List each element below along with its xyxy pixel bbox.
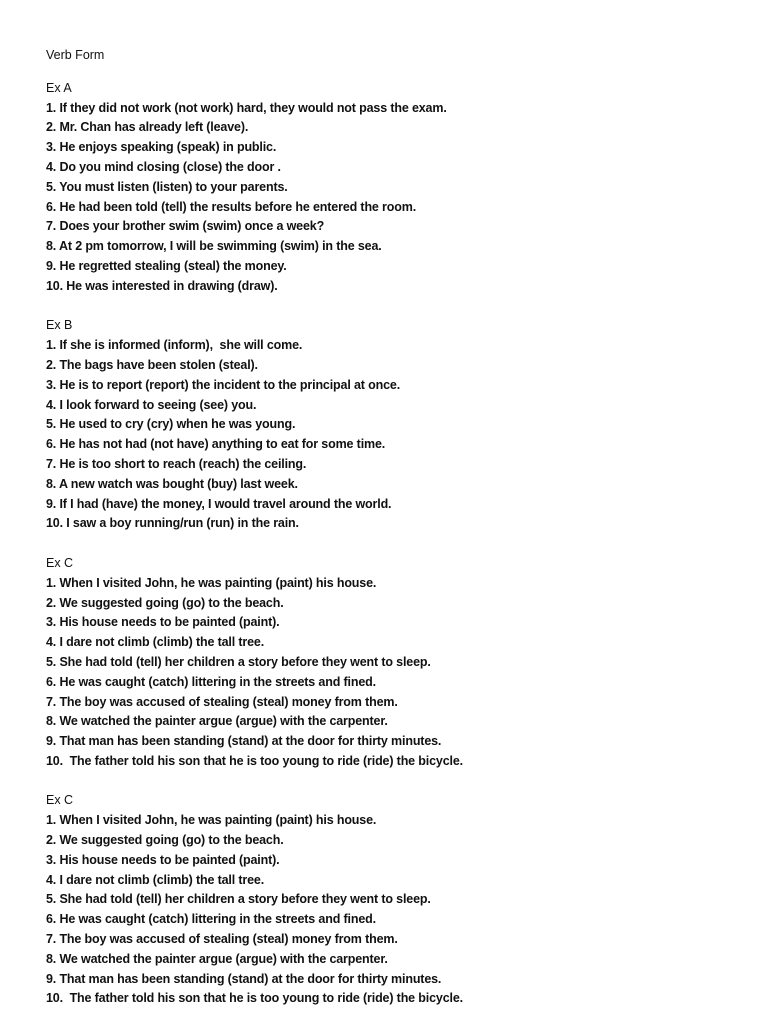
exercise-section-a [46, 79, 746, 297]
exercise-item: 1. If she is informed (inform), she will come. [46, 338, 303, 353]
exercise-item: 4. I dare not climb (climb) the tall tree. [46, 872, 265, 887]
exercise-item: 5. You must listen (listen) to your parents. [46, 179, 288, 194]
exercise-item: 5. She had told (tell) her children a story before they went to sleep. [46, 892, 431, 907]
exercise-item: 6. He has not had (not have) anything to eat for some time. [46, 437, 386, 452]
exercise-item: 2. Mr. Chan has already left (leave). [46, 120, 249, 135]
exercise-item: 3. His house needs to be painted (paint). [46, 852, 280, 867]
section-heading: Ex A [46, 80, 72, 95]
document-page [46, 46, 746, 1009]
exercise-item: 9. That man has been standing (stand) at the door for thirty minutes. [46, 734, 442, 749]
exercise-item: 5. She had told (tell) her children a story before they went to sleep. [46, 654, 431, 669]
exercise-item: 2. The bags have been stolen (steal). [46, 357, 258, 372]
exercise-item: 10. I saw a boy running/run (run) in the rain. [46, 516, 299, 531]
exercise-item: 8. We watched the painter argue (argue) with the carpenter. [46, 714, 388, 729]
exercise-section-c [46, 554, 746, 772]
exercise-item: 6. He was caught (catch) littering in the streets and fined. [46, 674, 376, 689]
exercise-item: 3. He is to report (report) the incident to the principal at once. [46, 377, 401, 392]
exercise-item: 7. He is too short to reach (reach) the ceiling. [46, 456, 307, 471]
exercise-item: 7. The boy was accused of stealing (steal) money from them. [46, 694, 398, 709]
exercise-item: 6. He was caught (catch) littering in the streets and fined. [46, 912, 376, 927]
exercise-item: 1. When I visited John, he was painting (paint) his house. [46, 813, 377, 828]
exercise-item: 4. Do you mind closing (close) the door . [46, 159, 281, 174]
exercise-item: 9. He regretted stealing (steal) the money. [46, 258, 287, 273]
exercise-item: 1. If they did not work (not work) hard, they would not pass the exam. [46, 100, 447, 115]
section-heading: Ex C [46, 793, 74, 808]
exercise-item: 9. If I had (have) the money, I would travel around the world. [46, 496, 392, 511]
exercise-item: 10. The father told his son that he is too young to ride (ride) the bicycle. [46, 991, 463, 1006]
exercise-item: 8. A new watch was bought (buy) last week. [46, 476, 298, 491]
exercise-item: 8. We watched the painter argue (argue) with the carpenter. [46, 951, 388, 966]
document-title: Verb Form [46, 48, 105, 62]
exercise-item: 2. We suggested going (go) to the beach. [46, 595, 284, 610]
exercise-item: 7. The boy was accused of stealing (steal) money from them. [46, 932, 398, 947]
exercise-item: 4. I dare not climb (climb) the tall tree. [46, 635, 265, 650]
exercise-item: 10. He was interested in drawing (draw). [46, 278, 278, 293]
exercise-item: 3. He enjoys speaking (speak) in public. [46, 140, 277, 155]
exercise-item: 3. His house needs to be painted (paint). [46, 615, 280, 630]
exercise-item: 5. He used to cry (cry) when he was young. [46, 417, 296, 432]
exercise-item: 2. We suggested going (go) to the beach. [46, 833, 284, 848]
exercise-item: 9. That man has been standing (stand) at the door for thirty minutes. [46, 971, 442, 986]
exercise-item: 7. Does your brother swim (swim) once a week? [46, 219, 325, 234]
exercise-section-c-repeat [46, 791, 746, 1009]
exercise-item: 4. I look forward to seeing (see) you. [46, 397, 257, 412]
section-heading: Ex B [46, 318, 73, 333]
exercise-item: 10. The father told his son that he is too young to ride (ride) the bicycle. [46, 753, 463, 768]
exercise-item: 1. When I visited John, he was painting (paint) his house. [46, 575, 377, 590]
exercise-section-b [46, 316, 746, 534]
section-heading: Ex C [46, 555, 74, 570]
exercise-item: 8. At 2 pm tomorrow, I will be swimming (swim) in the sea. [46, 239, 382, 254]
exercise-item: 6. He had been told (tell) the results before he entered the room. [46, 199, 417, 214]
